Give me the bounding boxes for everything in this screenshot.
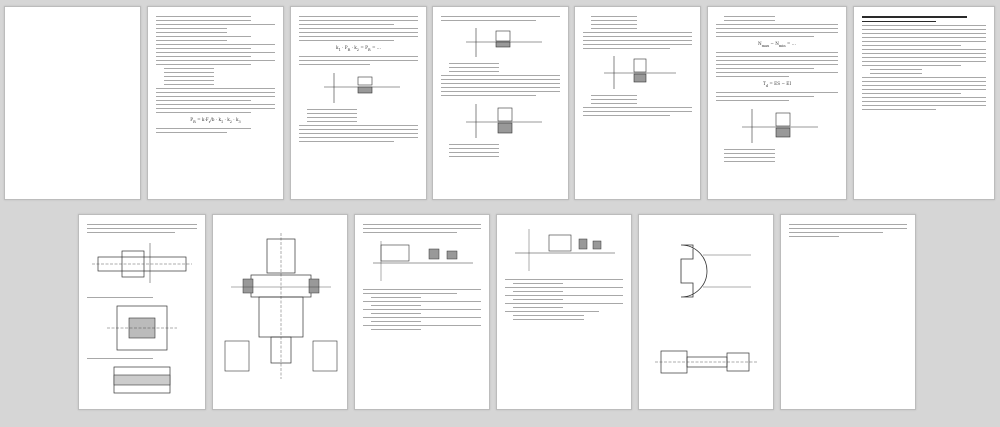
plug-gauge-diagram [509, 225, 619, 275]
tolerance-field-diagram [596, 53, 680, 91]
formula: $T_d$ = ES − EI [762, 80, 791, 88]
gauge-tolerance-diagram [367, 237, 477, 285]
formula: $N_{max} - N_{min}$ = … [758, 41, 796, 48]
page-6b-text [853, 6, 995, 200]
plug-gauge-drawing [651, 327, 761, 397]
given-list [156, 16, 275, 57]
page-4-cover-fit [432, 6, 569, 200]
tolerance-field-diagram [456, 25, 546, 59]
snap-gauge-drawing [651, 235, 761, 307]
tolerance-field-diagram [314, 69, 404, 105]
tolerance-field-diagram [456, 100, 546, 140]
page-8-assembly [212, 214, 348, 410]
assembly-drawing [221, 231, 341, 381]
page-1-title [4, 6, 141, 200]
bold-paragraph [862, 16, 967, 18]
sleeve-drawing [102, 363, 182, 397]
formula: $k_1 \cdot P_R \cdot k_2 = P_R$ = … [336, 45, 381, 52]
formula: $P_R = k\cdot F_r/b \cdot k_1 \cdot k_2 \cdot k_3$ [190, 117, 241, 124]
page-7-shaft-drawing [78, 214, 206, 410]
shaft-drawing [88, 237, 196, 293]
gear-drawing [97, 302, 187, 354]
page-6-calculations [707, 6, 847, 200]
references-list [789, 224, 907, 237]
page-10-plug-gauges [496, 214, 632, 410]
page-3-solution [290, 6, 427, 200]
page-9-gauges [354, 214, 490, 410]
page-11-snap-gauge [638, 214, 774, 410]
page-2-given [147, 6, 284, 200]
page-12-references [780, 214, 916, 410]
tolerance-field-diagram [732, 105, 822, 145]
page-5-sleeve-gear [574, 6, 701, 200]
